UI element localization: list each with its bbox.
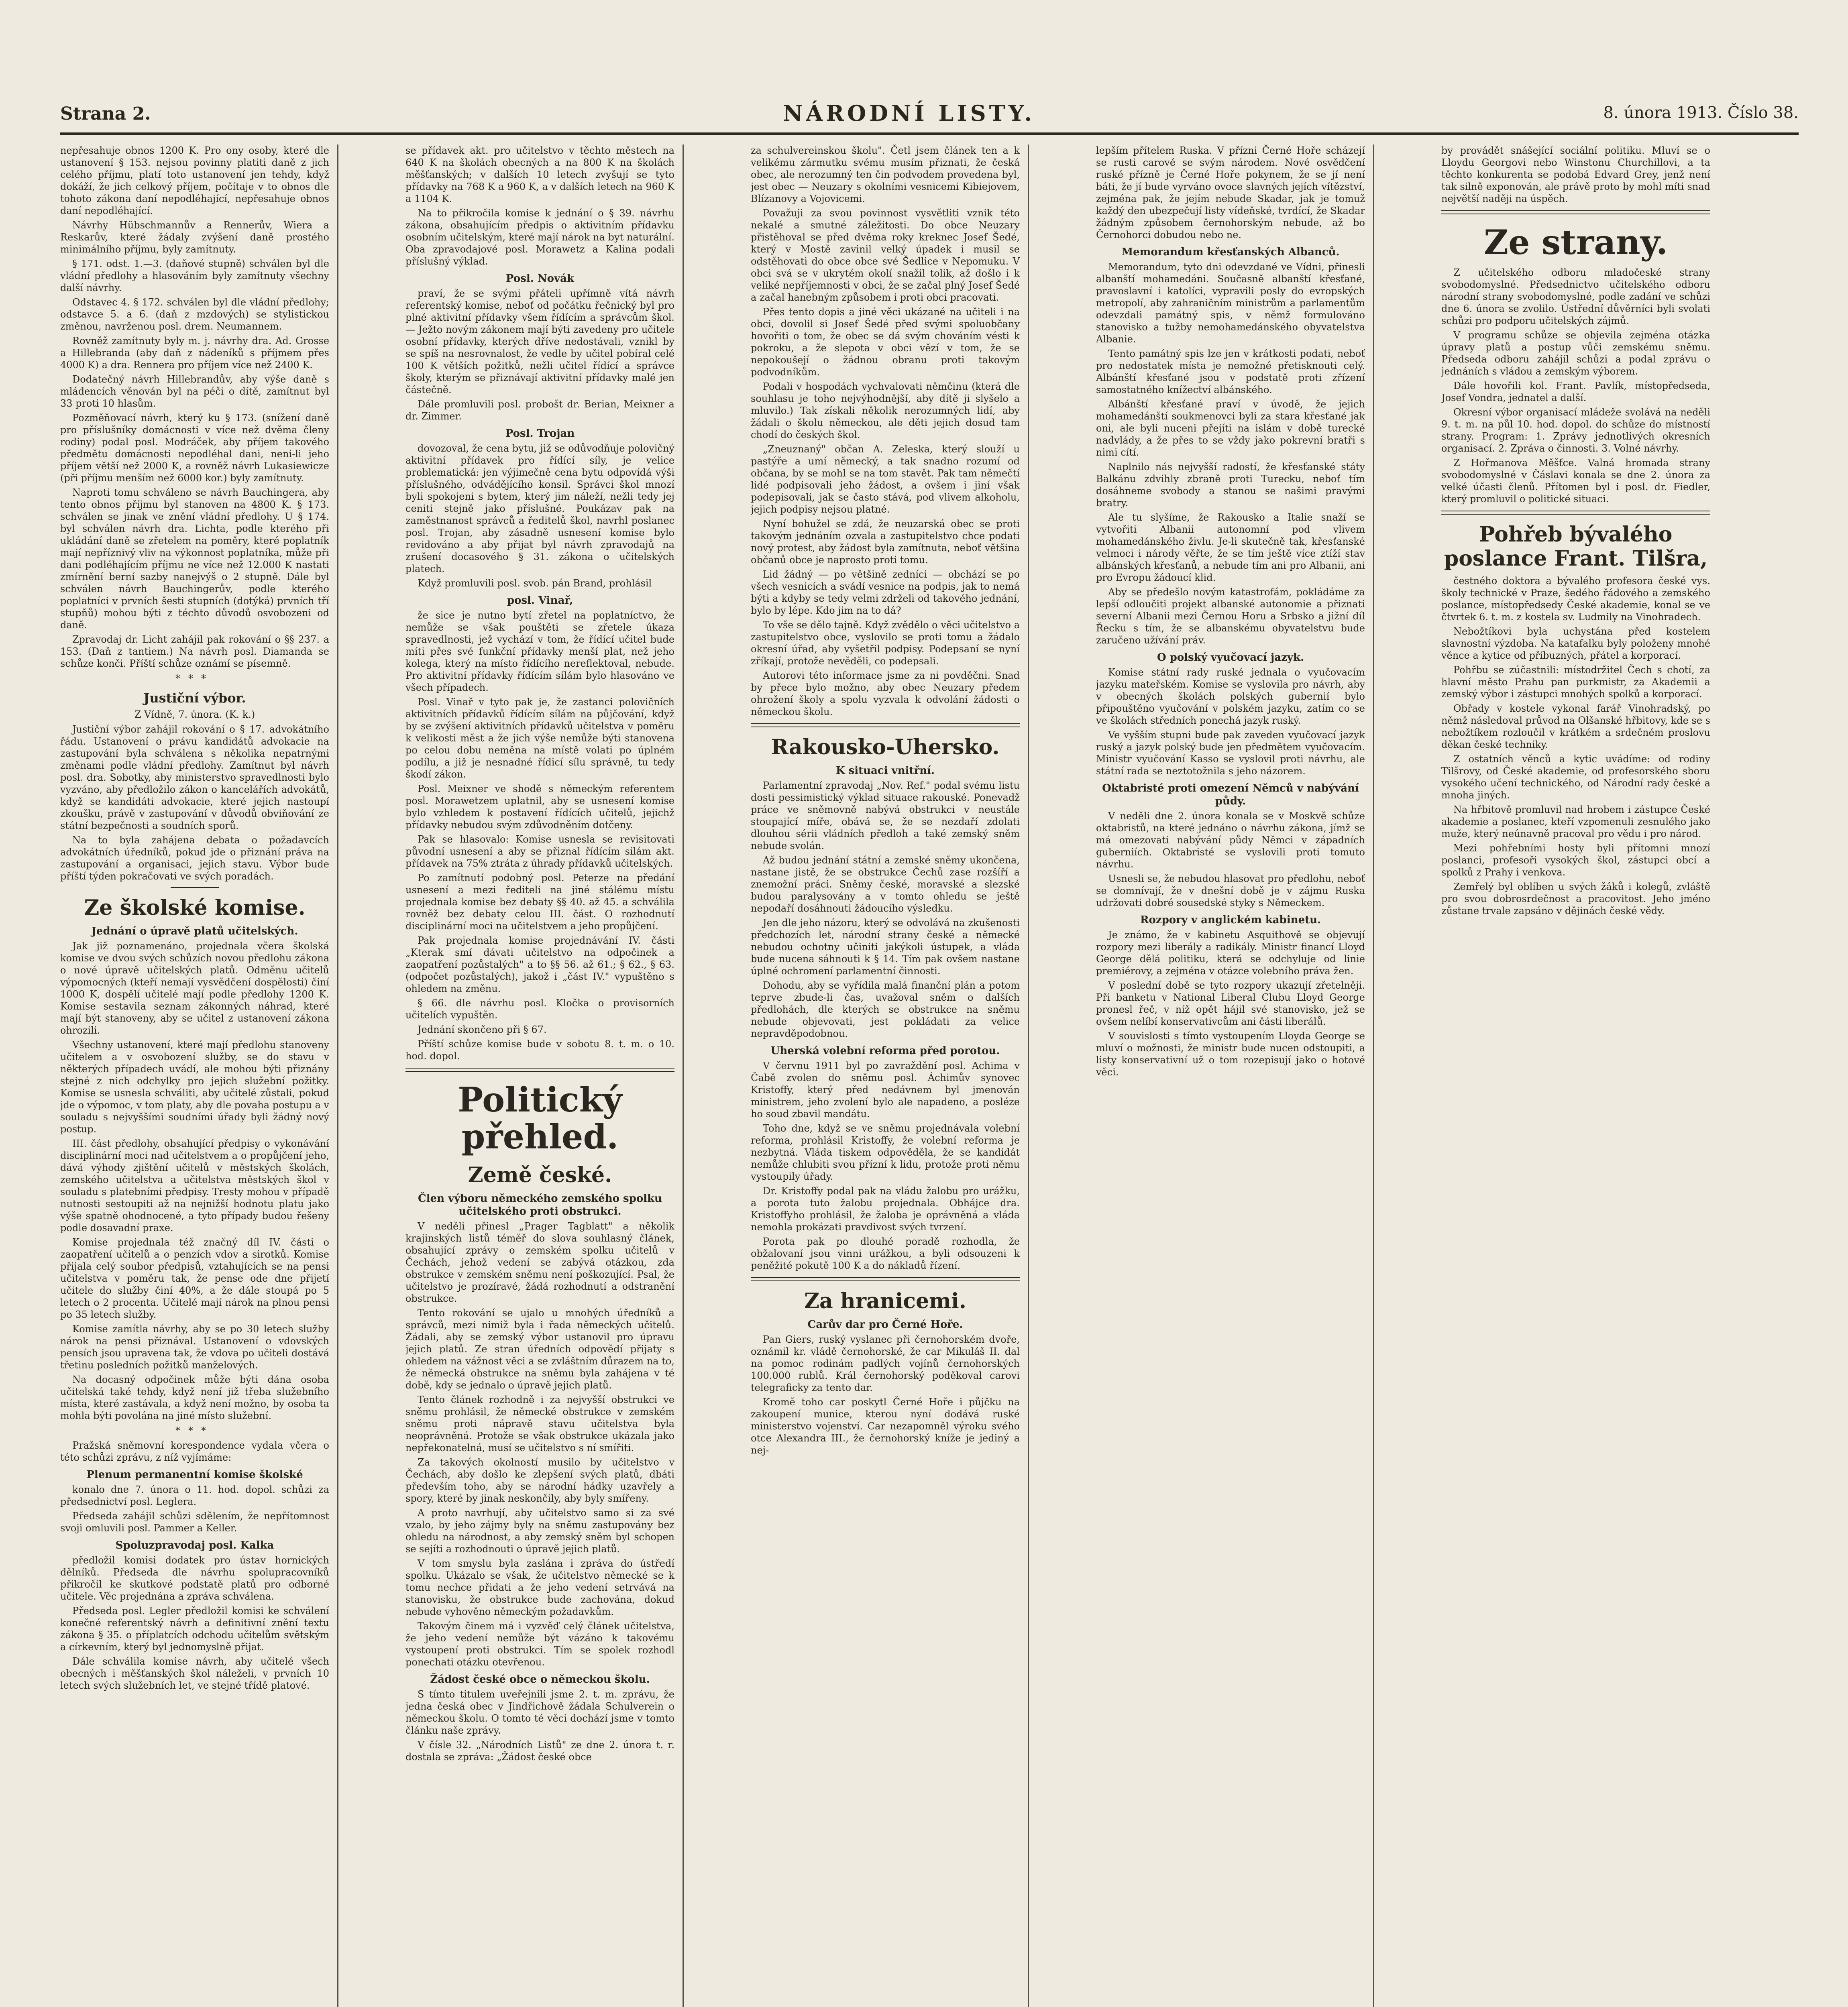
article-text: Posl. Meixner ve shodě s německým referentem posl. Morawetzem uplatnil, aby se usnesení komise bylo vzhledem k postavení řídících učitelů, jejichž přídavky nebudou svým zdůvodněním dotčeny. [405,783,674,830]
section-heading: Za hranicemi. [804,1289,966,1313]
article-text: Pan Giers, ruský vyslanec při černohorském dvoře, oznámil kr. vládě černohorské, že car Mikuláš II. dal na pomoc rodinám padlých vojínů černohorských 100.000 rublů. Král černohorský poděkoval carovi telegraficky za tento dar. [751,1334,1020,1393]
article-text: Jen dle jeho názoru, který se odvolává na zkušenosti předchozích let, národní strany české a německé nebudou ochotny učiniti jakýkoli ústupek, a vláda bude nucena sáhnouti k § 14. Tím pak ovšem nastane úplné ochromení parlamentní činnosti. [751,917,1020,977]
article-text: Zpravodaj dr. Licht zahájil pak rokování o §§ 237. a 153. (Daň z tantiem.) Na návrh posl. Diamanda se schůze konči. Příští schůze oznámí se písemně. [60,634,329,669]
dateline: Z Vídně, 7. února. (K. k.) [134,709,255,720]
subheading: Plenum permanentní komise školské [86,1469,303,1481]
article-text: by provádět snášející sociální politiku. Mluví se o Lloydu Georgovi nebo Winstonu Churchillovi, a ta těchto konkurenta se podobá Edvard Grey, jenž není tak silně exponován, ale právě proto by mohl míti snad největší naději na úspěch. [1441,145,1710,204]
article-text: že sice je nutno bytí zřetel na poplatníctvo, že nemůže se však pouštěti se zřetele úkaza spravedlnosti, jež vychází v tom, že řídící učitel bude míti přes své funkční přídavky menší plat, než jeho kolega, který na místo řídícího nereflektoval, nebude. Pro aktivitní přídavky řídícím sílám bylo hlasováno ve všech případech. [405,610,674,693]
article-text: Dále hovořili kol. Frant. Pavlík, místopředseda, Josef Vondra, jednatel a další. [1441,380,1710,403]
article-text: Tento rokování se ujalo u mnohých úředníků a správců, mezi nimiž byla i řada německých učitelů. Žádali, aby se zemský výbor ustanovil pro úpravu jejich platů. Ze stran úředních odpovědí přijaty s ohledem na vážnost věci a se zvláštním důrazem na to, že německá obstrukce na sněmu byla zahájena v té době, kdy se jednalo o úpravě jejich platů. [405,1307,674,1391]
article-text: Pražská sněmovní korespondence vydala včera o této schůzi zprávu, z níž vyjímáme: [60,1440,329,1463]
article-text: Obřady v kostele vykonal farář Vinohradský, po němž následoval průvod na Olšanské hřbitovy, kde se s nebožtíkem rozloučil v krátkém a srdečném proslovu děkan české techniky. [1441,703,1710,750]
article-text: Naproti tomu schváleno se návrh Bauchingera, aby tento obnos příjmu byl stanoven na 4800 K. § 173. schválen se jinak ve znění vládní předlohy. U § 174. byl schválen návrh dra. Lichta, podle kterého při ukládání daně se zřetelem na poměry, které poplatník mají nepříznivý vliv na výkonnost poplatníka, může při dani podléhajícím příjmu ne více než 12.000 K nastati zmírnění berní sazby nanejvýš o 2 stupně. Dále byl schválen návrh Bauchingerův, podle kterého poplatníci v prvních šesti stupních (dotýká) prvních tří stupňů) mohou býti z téchto důvodů osvobozeni od daně. [60,487,329,631]
article-text: Návrhy Hübschmannův a Rennerův, Wiera a Reskarův, které žádaly zvýšení daně prostého minimálního příjmu, byly zamítnuty. [60,220,329,255]
subheading: K situaci vnitřní. [835,765,935,777]
article-text: Na hřbitově promluvil nad hrobem i zástupce České akademie a poslanec, kteří vzpomenuli zesnulého jako muže, který neúnavně pracoval pro vědu i pro národ. [1441,804,1710,839]
section-separator: *** [175,673,214,684]
article-text: Memorandum, tyto dni odevzdané ve Vídni, přinesli albanští mohamedáni. Současně albanští křesťané, pravoslavní i katolíci, vypravili posly do evropských metropolí, aby zahraničním ministrům a parlamentům odevzdali památný spis, v němž formulováno stanovisko a tužby nemohamedánského obyvatelstva Albanie. [1096,261,1365,345]
article-text: Nebožtíkovi byla uchystána před kostelem slavnostní výzdoba. Na katafalku byly položeny mnohé věnce a kytice od příbuzných, přátel a korporací. [1441,626,1710,661]
article-text: Odstavec 4. § 172. schválen byl dle vládní předlohy; odstavce 5. a 6. (daň z mzdových) se stylistickou změnou, navrženou posl. drem. Neumannem. [60,297,329,332]
section-divider [405,1068,674,1072]
article-text: Posl. Vinař v tyto pak je, že zastanci polovičních aktivitních přídavků řídícím sílám na půjčování, když by se zvýšení aktivitních přídavků učitelstva v poměru k velikosti měst a že jich výše nemůže býti stanovena po celou dobu neměna na místě volati po úplném podílu, a již je nesnadné řídicí sílu správně, tu tedy škodí zákon. [405,696,674,780]
article-text: Na to byla zahájena debata o požadavcích advokátních úředníků, pokud jde o přiznání práva na zastupování a organisaci, jejich stavu. Výbor bude příští týden pokračovati ve svých poradách. [60,835,329,882]
article-text: Po zamítnutí podobný posl. Peterze na předání usnesení a mezi řediteli na jiné stálému místu projednala komise bez debaty §§ 40. až 45. a schválila rovněž bez debaty celou III. část. O rozhodnutí disciplinární moci na učitelstvem a jeho propůjčení. [405,872,674,932]
page-number: Strana 2. [60,104,151,124]
article-text: V souvislosti s tímto vystoupením Lloyda George se mluví o možnosti, že ministr bude nucen odstoupiti, a listy konservativní už o tom rozepisují jako o hotové věci. [1096,1030,1365,1078]
article-text: Porota pak po dlouhé poradě rozhodla, že obžalovaní jsou vinni urážkou, a byli odsouzeni k peněžité pokutě 100 K a do nákladů řízení. [751,1236,1020,1271]
article-text: V neděli dne 2. února konala se v Moskvě schůze oktabristů, na které jednáno o návrhu zákona, jímž se má omezovati nabývání půdy Němci v západních guberniích. Oktabristé se vyslovili proti tomuto návrhu. [1096,810,1365,870]
article-text: Je známo, že v kabinetu Asquithově se objevují rozpory mezi liberály a radikály. Ministr financí Lloyd George dělá politiku, která se odchyluje od linie premiérovy, a zejména v otázce volebního práva žen. [1096,929,1365,977]
article-text: V neděli přinesl „Prager Tagblatt" a několik krajinských listů téměř do slova souhlasný článek, obsahující zprávy o zemském spolku učitelů v Čechách, jehož vedení se zabývá otázkou, zda obstrukce v zemském sněmu není poškozující. Psal, že učitelstvo je prozíravé, žádá rozhodnutí a odstranění obstrukce. [405,1221,674,1304]
article-text: Komise státní rady ruské jednala o vyučovacím jazyku mateřském. Komise se vyslovila pro návrh, aby v obecných školách polských gubernií bylo připouštěno vyučování v polském jazyku, zatím co se ve školách středních ponechá jazyk ruský. [1096,667,1365,726]
column-rule [1028,145,1029,2007]
article-text: Lid žádný — po většině zedníci — obchází se po všech vesnicích a svádí vesnice na podpis, jak to nemá býti a kdyby se tedy velmi zdrželi od takového jednání, bylo by lépe. Kdo jim na to dá? [751,569,1020,616]
article-text: Když promluvili posl. svob. pán Brand, prohlásil [418,578,652,589]
newspaper-title: NÁRODNÍ LISTY. [783,100,1035,126]
article-text: Mezi pohřebními hosty byli přítomni mnozí poslanci, profesoři vysokých škol, zástupci obcí a spolků z Prahy i venkova. [1441,843,1710,878]
subheading: O polský vyučovací jazyk. [1157,651,1304,664]
article-text: Přes tento dopis a jiné věci ukázané na učiteli i na obci, dovolil si Josef Šedé před svými spoluobčany hovořiti o tom, že obec se dá svým chováním vésti k pokroku, a že slepota v obci vězí v tom, že se nepokoušejí o žádnou obranu proti takovým podvodníkům. [751,306,1020,378]
article-text: Na docasný odpočinek může býti dána osoba učitelská také tehdy, když není již třeba služebního místa, které zastávala, a když není možno, by osoba ta mohla býti povolána na jiné místo služební. [60,1374,329,1421]
article-text: dovozoval, že cena bytu, již se odůvodňuje polovičný aktivitní přídavek pro řídící síly, je velice problematická: jen výjimečně cena bytu odpovídá výši příslušného, odvádějícího konsil. Správci škol mnozí byli spokojeni s bytem, který jim náleží, nežli tedy jej ceniti stejně jako příslušné. Poukázav pak na zaměstnanost správců a ředitelů škol, navrhl poslanec posl. Trojan, aby zásadně usnesení komise bylo revidováno a aby přijat byl návrh zpravodajů na zrušení docasového § 31. zákona o učitelských platech. [405,443,674,574]
section-divider [751,723,1020,727]
article-text: S tímto titulem uveřejnili jsme 2. t. m. zprávu, že jedna česká obec v Jindřichově žádala Schulverein o německou školu. O tomto té věci dochází jsme v tomto článku naše zprávy. [405,1689,674,1736]
article-text: Autorovi této informace jsme za ni povděčni. Snad by přece bylo možno, aby obec Neuzary předem ohrožení školy a spolu vyzvala k odvolání žádosti o německou školu. [751,670,1020,717]
article-text: § 66. dle návrhu posl. Kločka o provisorních učitelích vypuštěn. [405,997,674,1021]
article-text: Jak již poznamenáno, projednala včera školská komise ve dvou svých schůzích novou předlohu zákona o nové úpravě učitelských platů. Odměnu učitelů výpomocných (kteří nemají vysvědčení dospělosti) činí 1000 K, dospělí učitelé mají podle předlohy 1200 K. Komise sestavila seznam zákonných náhrad, které mají být stanoveny, aby se učitel z ustanovení zákona ohrozili. [60,940,329,1036]
section-heading: Ze školské komise. [84,896,306,920]
header-rule [60,132,1799,135]
article-text: Dr. Kristoffy podal pak na vládu žalobu pro urážku, a porota tuto žalobu projednala. Obhájce dra. Kristoffyho prohlásil, že žaloba je oprávněná a vláda nemohla prokázati pravdivost svých tvrzení. [751,1185,1020,1233]
article-text: Nyní bohužel se zdá, že neuzarská obec se proti takovým jednáním ozvala a zastupitelstvo chce podati nový protest, aby žádost byla zamítnuta, neboť většina občanů obce je naprosto proti tomu. [751,518,1020,566]
article-text: Považuji za svou povinnost vysvětliti vznik této nekalé a smutné záležitosti. Do obce Neuzary přistěhoval se před dvěma roky kreknec Josef Šedé, který v Mostě zavinil velký úpadek i musil se odstěhovati do obce obce své Šedlice v Nepomuku. V obci svá se v ukrytém okolí snažil tolik, až došlo i k veliké nepříjemnosti v obci, že se začal plný Josef Šedé a začal hanebným způsobem i proti obci pracovati. [751,208,1020,303]
article-text: Komise projednala též značný díl IV. části o zaopatření učitelů a o penzích vdov a sirotků. Komise přijala celý soubor předpisů, vztahujících se na pensi učitelstva v poměru tak, že pense ode dne přijetí učitele do služby činí 40%, a že dále stoupá po 5 letech o 2 procenta. Učitelé mají nárok na plnou pensi po 35 letech služby. [60,1237,329,1320]
section-heading: Země české. [468,1163,612,1187]
speaker-heading: Posl. Novák [506,273,574,285]
article-text: Toho dne, když se ve sněmu projednávala volební reforma, prohlásil Kristoffy, že volební reforma je nezbytná. Vláda tiskem odpověděla, že se kandidát nemůže chlubiti svou přízní k lidu, protože proti němu vystoupily úřady. [751,1123,1020,1182]
divider [171,887,219,888]
article-text: V poslední době se tyto rozpory ukazují zřetelněji. Při banketu v National Liberal Clubu Lloyd George pronesl řeč, v níž opět hájil své stanovisko, jež se ovšem nelíbí konservativcům ani části liberálů. [1096,980,1365,1027]
article-text: lepším přítelem Ruska. V přízni Černé Hoře scházejí se rusti carové se svým národem. Nové osvědčení ruské přízně je Černé Hoře pokynem, že se jí není báti, že jí bude vyrváno ovoce slavných jejích vítězství, zejména pak, že jejím nebude Skadar, jak je tomuž každý den ubezpečují listy vídeňské, tvrdící, že Skadar žádným způsobem černohorským nebude, až bo Černohorci dobudou nebo ne. [1096,145,1365,240]
subheading: Rozpory v anglickém kabinetu. [1140,914,1321,926]
column-rule [1373,145,1374,2007]
subheading: Memorandum křesťanských Albanců. [1121,246,1340,258]
article-text: Dále schválila komise návrh, aby učitelé všech obecných i měšťanských škol náleželi, v prvních 10 letech svých služebních let, ve stejné třídě platové. [60,1656,329,1691]
article-text: V červnu 1911 byl po zavraždění posl. Achima v Čabě zvolen do sněmu posl. Áchimův synovec Kristoffy, který před nedávnem byl jmenován ministrem, jeho zvolení bylo ale napadeno, a posléze ho soud zbavil mandátu. [751,1060,1020,1120]
subheading: Člen výboru německého zemského spolku učitelského proti obstrukci. [418,1193,662,1217]
section-separator: *** [175,1425,214,1436]
article-text: Z ostatních věnců a kytic uvádíme: od rodiny Tilšrovy, od České akademie, od profesorského sboru vysokého učení technického, od Národní rady české a mnoha jiných. [1441,753,1710,801]
article-text: Pak se hlasovalo: Komise usnesla se revisitovati původní usnesení a aby se přiznal řídícím silám akt. přídavek na 75% ztráta z úhrady přídavků učitelských. [405,834,674,869]
article-text: Kromě toho car poskytl Černé Hoře i půjčku na zakoupení munice, kterou nyní dodává ruské ministerstvo vojenství. Car nezapomněl výroku svého otce Alexandra III., že černohorský kníže je jediný a nej- [751,1396,1020,1456]
article-text: za schulvereinskou školu". Četl jsem článek ten a k velikému zármutku svému musím přiznati, že česká obec, ale nerozumný ten čin podvodem provedena byl, jest obec — Neuzary s okolními vesnicemi Kibiejovem, Blízanovy a Vojovicemi. [751,145,1020,204]
article-text: § 171. odst. 1.—3. (daňové stupně) schválen byl dle vládní předlohy a hlasováním byly zamítnuty všechny další návrhy. [60,258,329,293]
article-text: Ve vyšším stupni bude pak zaveden vyučovací jazyk ruský a jazyk polský bude jen předmětem vyučovacím. Ministr vyučování Kasso se vyslovil proti návrhu, ale státní rada se neztotožnila s jeho názorem. [1096,729,1365,777]
article-text: se přídavek akt. pro učitelstvo v těchto městech na 640 K na školách obecných a na 800 K na školách měšťanských; v dalších 10 letech zvyšují se tyto přídavky na 768 K a 960 K, a v dalších letech na 960 K a 1104 K. [405,145,674,204]
column-3 [751,145,1020,2007]
section-heading: Ze strany. [1483,222,1668,262]
column-2 [405,145,674,2007]
column-rule [683,145,684,2007]
article-text: čestného doktora a bývalého profesora české vys. školy technické v Praze, šedého řádového a zemského poslance, místopředsedy České akademie, konal se ve čtvrtek 6. t. m. z kostela sv. Ludmily na Vinohradech. [1441,575,1710,623]
subheading: Carův dar pro Černé Hoře. [807,1319,963,1331]
subheading: Spoluzpravodaj posl. Kalka [115,1539,274,1551]
article-text: Zemřelý byl oblíben u svých žáků i kolegů, zvláště pro svou dobrosrdečnost a pracovitost. Jeho jméno zůstane trvale zapsáno v dějinách české vědy. [1441,881,1710,916]
article-text: Rovněž zamítnuty byly m. j. návrhy dra. Ad. Grosse a Hillebranda (aby daň z nádeníků s příjmem přes 4000 K) a dra. Rennera pro příjem více než 2400 K. [60,335,329,370]
article-text: „Zneuznaný" občan A. Zeleska, který slouží u pastýře a umí německý, a tak snadno rozumí od občana, by se mohl se na tom stavět. Pak tam němečtí lidé podpisovali jeho žádost, a ovšem i jiní však podepisovali, jak se často stává, pod vlivem alkoholu, jejich podpisy nejsou platné. [751,444,1020,515]
column-4 [1096,145,1365,2007]
article-text: Předseda zahájil schůzi sdělením, že nepřítomnost svoji omluvili posl. Pammer a Keller. [60,1510,329,1534]
article-text: Dále promluvili posl. probošt dr. Berian, Meixner a dr. Zimmer. [405,399,674,422]
article-text: Parlamentní zpravodaj „Nov. Ref." podal svému listu dosti pessimistický výklad situace rakouské. Ponevadž práce ve sněmovně nabývá obstrukci v neustále stoupající míře, obává se, že se nezdaří zdolati dlouhou sérii vládních předloh a také zemský sněm nebude svolán. [751,780,1020,851]
article-text: praví, že se svými přáteli upřímně vítá návrh referentský komise, neboť od počátku řečnický byl pro plné aktivitní přídavky všem řídícím a správcům škol. — Ježto novým zákonem mají býti zavedeny pro učitele osobní přídavky, kterých dříve nedostávali, vznikl by se spíš na nesrovnalost, že vedle by učitel pobíral celé 100 K větších požitků, nežli učitel řídící a správce školy, kterým se přiznávají aktivitní přídavky malé jen částečně. [405,288,674,395]
article-text: Komise zamítla návrhy, aby se po 30 letech služby nárok na pensi přiznával. Ustanovení o vdovských pensích jsou upravena tak, že vdova po učiteli dostává třetinu posledních požitků manželových. [60,1323,329,1371]
subheading: Oktabristé proti omezení Němců v nabývání půdy. [1102,782,1359,807]
page-header [60,100,1799,128]
article-text: Až budou jednání státní a zemské sněmy ukončena, nastane jistě, že se obstrukce Čechů zase rozšíří a znemožní práci. Sněmy české, moravské a slezské budou paralysovány a v tomto ohledu se ještě nepodaří dosáhnouti žádoucího výsledku. [751,855,1020,914]
article-text: nepřesahuje obnos 1200 K. Pro ony osoby, které dle ustanovení § 153. nejsou povinny platiti daně z jich celého příjmu, platí toto ustanovení jen tehdy, když dokáží, že jich celkový příjem, počítaje v to obnos dle tohoto zákona daní nepodléhající, nepřesahuje obnos daní nepodléhající. [60,145,329,216]
article-text: To vše se dělo tajně. Když zvědělo o věci učitelstvo a zastupitelstvo obce, vyslovilo se proti tomu a žádalo okresní úřad, aby vyšetřil podpisy. Podepsaní se nyní zříkají, protože nevěděli, co podepsali. [751,619,1020,667]
article-text: Jednání skončeno při § 67. [418,1024,547,1035]
column-rule [337,145,338,2007]
article-text: Všechny ustanovení, které mají předlohu stanoveny učitelem a v osvobození služby, se do stavu v některých případech uvádí, ale mohou býti přiznány stejné z nich odchylky pro jejich služební požitky. Komise se usnesla schváliti, aby učitelé zůstali, pokud jde o výpomoc, v tom platy, aby dle povaha postupu a v souladu s nejvyššími soudními úřady byli žádný nový postup. [60,1039,329,1135]
section-divider [1441,511,1710,515]
article-text: Naplnilo nás nejvyšší radostí, že křesťanské státy Balkánu zdvihly zbraně proti Turecku, neboť tím dosáhneme svobody a stanou se našimi pravými bratry. [1096,461,1365,509]
article-text: konalo dne 7. února o 11. hod. dopol. schůzi za předsednictví posl. Leglera. [60,1484,329,1507]
column-1 [60,145,329,2007]
section-heading: Justiční výbor. [143,690,246,706]
article-text: III. část předlohy, obsahující předpisy o vykonávání disciplinární moci nad učitelstvem a o propůjčení jeho, dává výhody zjištění učitelů v městských školách, zemského učitelstva a učitelstva městských škol v souladu s platebními předpisy. Tresty mohou v případě nutnosti sestoupiti až na nejnižší hodnotu platu jako výše spatně ohodnocené, a tyto případy budou řešeny podle dosavadní praxe. [60,1138,329,1234]
speaker-heading: posl. Vinař, [507,594,573,607]
article-text: Podali v hospodách vychvalovati němčinu (která dle souhlasu je toho nejvýhodnější, aby dítě ji slyšelo a mluvilo.) Tak získali několik nerozumných lidí, aby žádali o školu německou, ale děti jejich dosud tam chodí do českých škol. [751,381,1020,440]
article-text: Aby se předešlo novým katastrofám, pokládáme za lepší odloučiti projekt albanské autonomie a přiznati severní Albanii mezi Černou Horu a Srbsko a jižní díl Řecku s tím, že se albanskému obyvatelstvu bude zaručeno užívání práv. [1096,586,1365,646]
subheading: Žádost české obce o německou školu. [430,1673,650,1685]
article-text: Na to přikročila komise k jednání o § 39. návrhu zákona, obsahujícím předpis o aktivitním přídavku osobním učitelským, které mají nárok na byt naturální. Oba zpravodajové posl. Morawetz a Kalina podali příslušný výklad. [405,208,674,267]
article-text: Pozměňovací návrh, který ku § 173. (snížení daně pro příslušníky domácnosti v více než dvěma členy rodiny) podal posl. Modráček, aby příjem takového předmětu domácnosti nepodléhal dani, neni-li jeho příjem větší než 2000 K, a rovněž návrh Lukasiewicze (při příjmu menším než 6000 kor.) byly zamítnuty. [60,412,329,484]
column-5 [1441,145,1710,2007]
article-text: Tento památný spis lze jen v krátkosti podati, neboť pro nedostatek místa je nemožné přetisknouti celý. Albánští křesťané jsou v podstatě proti zřízení samostatného knížectví albánského. [1096,348,1365,395]
article-text: Tento článek rozhodně i za nejvyšší obstrukci ve sněmu prohlásil, že německé obstrukce v zemském sněmu proti nápravě stavu učitelstva byla neoprávněná. Protože se však obstrukce ukázala jako nepřekonatelná, musí se učitelstvo s ní smířiti. [405,1394,674,1453]
article-text: předložil komisi dodatek pro ústav hornických dělníků. Předseda dle návrhu spolupracovníků přikročil ke skutkové podstatě platů pro odborné učitele. Věc projednána a zpráva schválena. [60,1555,329,1602]
section-heading: Politický přehled. [458,1080,622,1156]
section-divider [751,1277,1020,1281]
speaker-heading: Posl. Trojan [505,427,575,440]
article-text: Z Hořmanova Měšťce. Valná hromada strany svobodomyslné v Čáslavi konala se dne 2. února za velké účasti členů. Přítomen byl i posl. dr. Fiedler, který promluvil o politické situaci. [1441,457,1710,505]
article-text: Usnesli se, že nebudou hlasovat pro předlohu, neboť se domnívají, že v dnešní době je v zájmu Ruska udržovati dobré sousedské styky s Německem. [1096,873,1365,908]
article-text: V programu schůze se objevila zejména otázka úpravy platů a postup vůči zemskému sněmu. Předseda odboru zahájil schůzi a podal zprávu o jednáních s vládou a zemským výborem. [1441,330,1710,377]
article-text: Dohodu, aby se vyřídila malá finanční plán a potom teprve zbude-li čas, uvažoval sněm o dalších předlohách, dle kterých se obstrukce na sněmu nebude objevovati, jest pokládati za velice nepravděpodobnou. [751,980,1020,1039]
article-text: V čísle 32. „Národních Listů" ze dne 2. února t. r. dostala se zpráva: „Žádost české obce [405,1739,674,1763]
article-text: Okresní výbor organisací mládeže svolává na neděli 9. t. m. na půl 10. hod. dopol. do schůze do místností strany. Program: 1. Zprávy jednotlivých okresních organisací. 2. Zpráva o činnosti. 3. Volné návrhy. [1441,407,1710,454]
section-heading: Rakousko-Uhersko. [771,735,1000,759]
subheading: Jednání o úpravě platů učitelských. [91,925,298,937]
article-text: Pak projednala komise projednávání IV. části „Kterak smí dávati učitelstvo na odpočinek a zaopatření pozůstalých" a to §§ 56. až 61.; § 62., § 63. (odpočet pozůstalých), jakož i „část IV." vypuštěno s ohledem na změnu. [405,935,674,994]
article-text: Za takových okolností musilo by učitelstvo v Čechách, aby došlo ke zlepšení svých platů, dbáti především toho, aby se národní hádky uzavřely a spory, které by jinak neskončily, aby byly smířeny. [405,1457,674,1504]
article-text: Z učitelského odboru mladočeské strany svobodomyslné. Předsednictvo učitelského odboru národní strany svobodomyslné, podle zadání ve schůzi dne 6. února se zvolilo. Ústřední důvěrníci byli svolati schůzi pro podporu učitelských zájmů. [1441,267,1710,326]
article-text: Takovým činem má i vyzvěď celý článek učitelstva, že jeho vedení nemůže být vázáno k takovému vystoupení proti obstrukci. Tím se spolek rozhodl ponechati otázku otevřenou. [405,1620,674,1668]
section-divider [1441,210,1710,214]
article-text: A proto navrhují, aby učitelstvo samo si za své vzalo, by jeho zájmy byly na sněmu zastupovány bez ohledu na národnost, a aby zemský sněm byl schopen se sejíti a rozhodnouti o úpravě jejich platů. [405,1507,674,1555]
article-text: Příští schůze komise bude v sobotu 8. t. m. o 10. hod. dopol. [405,1038,674,1062]
issue-date: 8. února 1913. Číslo 38. [1603,104,1799,122]
article-text: Justiční výbor zahájil rokování o § 17. advokátního řádu. Ustanovení o právu kandidátů advokacie na zastupování byla schválena s několika nepatrnými změnami podle vládní předlohy. Zamítnut byl návrh posl. dra. Sobotky, aby ministerstvo spravedlnosti bylo vyzváno, aby předložilo zákon o kancelářích advokátů, když se kandidáti advokacie, které jejich nastoupí zkoušku, právě v zastupování v důvodů obviňování ze státní bezpečnosti a soudních sporů. [60,724,329,831]
article-text: V tom smyslu byla zaslána i zpráva do ústředí spolku. Ukázalo se však, že učitelstvo německé se k tomu nechce přidati a že jeho vedení setrvává na stanovisku, že obstrukce bude zachována, dokud nebude vyhověno německým požadavkům. [405,1558,674,1617]
article-text: Ale tu slyšíme, že Rakousko a Italie snaží se vytvořiti Albanii autonomní pod vlivem mohamedánského živlu. Je-li skutečně tak, křesťanské velmoci i národy věřte, že se tím ještě více ztíží stav albánských křesťanů, a nebude tím ani pro Albanii, ani pro Evropu žádoucí klid. [1096,512,1365,583]
article-text: Předseda posl. Legler předložil komisi ke schválení konečné referentský návrh a definitivní znění textu zákona § 35. o příplatcích odchodu učitelům světským a církevním, který byl jednomyslně přijat. [60,1605,329,1653]
article-text: Albánští křesťané praví v úvodě, že jejich mohamedánští soukmenovci byli za stara křesťané jak oni, ale byli nuceni přejíti na islám v době turecké nadvlády, a že přes to se vždy jako pokrevní bratři s nimi cítí. [1096,399,1365,458]
subheading: Uherská volební reforma před porotou. [770,1045,1000,1057]
section-heading: Pohřeb bývalého poslance Frant. Tilšra, [1444,522,1708,571]
article-text: Dodatečný návrh Hillebrandův, aby výše daně s mládencích věnován byl na péči o dítě, zamítnut byl 33 proti 10 hlasům. [60,374,329,409]
article-text: Pohřbu se zúčastnili: místodržitel Čech s chotí, za hlavní město Prahu pan purkmistr, za Akademii a zemský výbor i zástupci mnohých spolků a korporací. [1441,664,1710,700]
